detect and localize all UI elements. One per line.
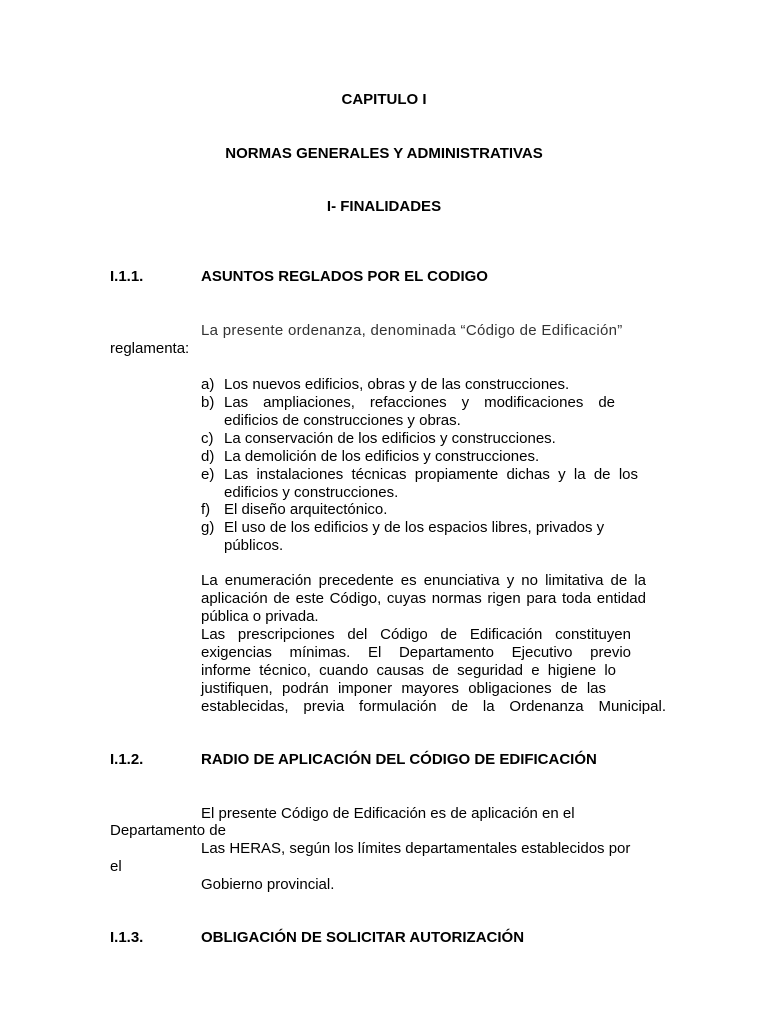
paragraph-line: justifiquen, podrán imponer mayores obligaciones de las: [201, 680, 606, 697]
application-line-2: Las HERAS, según los límites departamentales establecidos por: [201, 840, 631, 857]
paragraph-line: pública o privada.: [201, 608, 319, 625]
paragraph-line: Las prescripciones del Código de Edificación constituyen: [201, 626, 631, 643]
list-item-text: Los nuevos edificios, obras y de las construcciones.: [224, 376, 570, 393]
list-item-text: El diseño arquitectónico.: [224, 501, 388, 518]
application-line-1: El presente Código de Edificación es de aplicación en el: [201, 805, 575, 822]
list-item-text: Las ampliaciones, refacciones y modificaciones de: [224, 394, 615, 411]
list-item-text: públicos.: [224, 537, 284, 554]
application-line-3: Gobierno provincial.: [201, 876, 335, 893]
section-number-2: I.1.2.: [110, 751, 144, 768]
section-heading-3: OBLIGACIÓN DE SOLICITAR AUTORIZACIÓN: [201, 929, 525, 946]
intro-text: La presente ordenanza, denominada “Código de Edificación”: [201, 322, 623, 339]
paragraph-line: establecidas, previa formulación de la Ordenanza Municipal.: [201, 698, 666, 715]
list-item-letter: g): [201, 519, 215, 536]
intro-continuation: reglamenta:: [110, 340, 190, 357]
section-number-1: I.1.1.: [110, 268, 144, 285]
list-item-text: edificios y construcciones.: [224, 484, 399, 501]
list-item-letter: c): [201, 430, 214, 447]
list-item-text: El uso de los edificios y de los espacios libres, privados y: [224, 519, 605, 536]
paragraph-line: exigencias mínimas. El Departamento Ejecutivo previo: [201, 644, 631, 661]
list-item-letter: e): [201, 466, 215, 483]
chapter-subtitle: NORMAS GENERALES Y ADMINISTRATIVAS: [225, 145, 543, 162]
list-item-text: edificios de construcciones y obras.: [224, 412, 461, 429]
paragraph-line: informe técnico, cuando causas de seguridad e higiene lo: [201, 662, 616, 679]
section-heading-2: RADIO DE APLICACIÓN DEL CÓDIGO DE EDIFICACIÓN: [201, 751, 597, 768]
list-item-letter: d): [201, 448, 215, 465]
paragraph-line: La enumeración precedente es enunciativa y no limitativa de la: [201, 572, 646, 589]
list-item-text: La demolición de los edificios y construcciones.: [224, 448, 540, 465]
paragraph-line: aplicación de este Código, cuyas normas rigen para toda entidad: [201, 590, 646, 607]
list-item-letter: f): [201, 501, 211, 518]
list-item-letter: b): [201, 394, 215, 411]
section-number-3: I.1.3.: [110, 929, 144, 946]
list-item-letter: a): [201, 376, 215, 393]
section-heading-1: ASUNTOS REGLADOS POR EL CODIGO: [201, 268, 488, 285]
application-line-2-cont: el: [110, 858, 122, 875]
section-title: I- FINALIDADES: [326, 198, 442, 215]
list-item-text: La conservación de los edificios y construcciones.: [224, 430, 556, 447]
chapter-title: CAPITULO I: [341, 91, 427, 108]
application-line-1-cont: Departamento de: [110, 822, 226, 839]
list-item-text: Las instalaciones técnicas propiamente dichas y la de los: [224, 466, 638, 483]
